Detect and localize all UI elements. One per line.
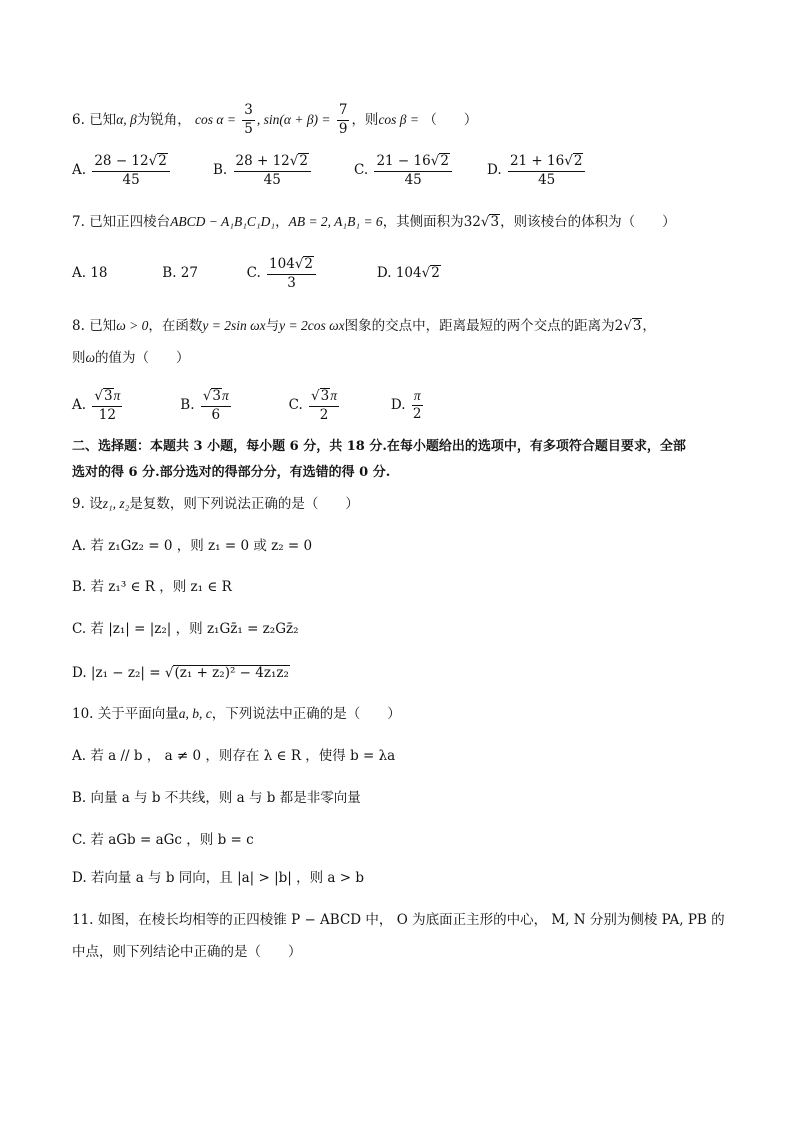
q8-text: 已知 <box>89 318 117 334</box>
q10-vars: a, b, c <box>178 706 212 721</box>
radicand: 3 <box>212 387 222 404</box>
radicand: 2 <box>299 152 308 169</box>
option-label: D. <box>390 397 406 413</box>
frac-num <box>309 388 339 407</box>
option-label: D. <box>487 162 502 178</box>
q7-area-coef: 32 <box>463 214 481 230</box>
radical-sign: √ <box>202 387 212 404</box>
q6-sin-sum: , sin(α + β) = <box>256 112 331 127</box>
q9-vars: z₁, z₂ <box>102 496 130 511</box>
q8-condition: ω > 0 <box>116 318 149 333</box>
frac-den: 5 <box>244 121 253 137</box>
q7-text: ，其侧面积为 <box>382 214 464 230</box>
q7-option-b: B. 27 <box>162 265 198 281</box>
q8-stem-line1 <box>72 314 656 338</box>
q9-text: 设 <box>89 496 103 512</box>
q7-text: 已知正四棱台 <box>89 214 171 230</box>
frac-num <box>92 388 122 407</box>
q6-text: 为锐角， <box>136 112 191 128</box>
q6-paren: （ ） <box>423 112 478 128</box>
q9-option-a: A. 若 z₁Gz₂ = 0 ，则 z₁ = 0 或 z₂ = 0 <box>72 538 313 554</box>
q7-options <box>72 252 441 294</box>
q8-dist-radicand: 3 <box>632 318 642 334</box>
q10-text: ，下列说法中正确的是（ ） <box>211 706 401 722</box>
radical-sign: √ <box>148 152 158 169</box>
frac-num <box>92 153 169 172</box>
option-frac <box>412 388 423 422</box>
q11-text: 如图，在棱长均相等的正四棱锥 P − ABCD 中， O 为底面正主形的中心， M, N 分别为侧棱 PA, PB 的 <box>97 912 725 928</box>
q8-text: 与 <box>265 318 280 334</box>
q6-option-b <box>213 150 313 190</box>
frac-den: 12 <box>98 406 116 423</box>
q6-option-a <box>72 150 172 190</box>
q9-option-c: C. 若 |z₁| = |z₂| ，则 z₁Gz̄₁ = z₂Gz̄₂ <box>72 621 299 637</box>
section-2-heading-line1: 二、选择题：本题共 3 小题，每小题 6 分，共 18 分.在每小题给出的选项中，有多项符合题目要求，全部 <box>72 439 686 454</box>
section-2-heading-line2: 选对的得 6 分.部分选对的得部分分，有选错的得 0 分. <box>72 465 391 480</box>
radical-sign: √ <box>564 152 573 169</box>
q8-text: ， <box>642 318 656 334</box>
frac-num-part: 21 − 16 <box>376 152 431 169</box>
radical-sign: √ <box>289 152 299 169</box>
q8-text: 图象的交点中，距离最短的两个交点的距离为 <box>344 318 615 334</box>
q7-solid: ABCD − A₁B₁C₁D₁ <box>170 214 276 229</box>
frac-num <box>201 388 231 407</box>
q8-stem-line2 <box>72 346 190 370</box>
q8-text: 的值为（ ） <box>95 350 190 366</box>
q8-option-b <box>180 384 284 426</box>
frac-num-part: 28 − 12 <box>94 152 149 169</box>
option-label: C. <box>246 265 261 281</box>
q8-option-c <box>289 384 387 426</box>
q6-ask: cos β = <box>378 112 420 127</box>
radicand: 2 <box>440 152 449 169</box>
radical-sign: √ <box>294 255 304 272</box>
q8-text: ，在函数 <box>148 318 203 334</box>
frac-num <box>267 256 316 275</box>
radical-sign: √ <box>421 265 431 281</box>
option-text: D. |z₁ − z₂| = <box>72 665 161 681</box>
q11-stem-line2: 中点，则下列结论中正确的是（ ） <box>72 944 302 960</box>
q6-stem <box>72 100 477 140</box>
option-frac <box>201 388 231 423</box>
frac-den: 3 <box>287 274 296 291</box>
q7-text: ，则该棱台的体积为（ ） <box>500 214 676 230</box>
frac-num: 3 <box>242 103 255 121</box>
option-frac <box>92 153 169 188</box>
q9-number: 9. <box>72 496 85 512</box>
frac-den: 9 <box>338 121 348 137</box>
q8-function-1: y = 2sin ωx <box>202 318 266 333</box>
option-label: B. <box>213 162 228 178</box>
q9-option-d <box>72 660 290 686</box>
frac-num <box>234 153 311 172</box>
q11-stem-line1 <box>72 908 725 932</box>
frac-num: π <box>412 388 423 406</box>
radical-sign: √ <box>164 665 174 681</box>
pi: π <box>222 387 229 403</box>
q7-text: ， <box>275 214 289 230</box>
frac-den: 45 <box>404 171 422 188</box>
frac-den: 45 <box>538 171 556 188</box>
option-frac <box>234 153 311 188</box>
option-frac <box>309 388 339 423</box>
option-frac <box>508 153 585 188</box>
radicand: 2 <box>431 265 440 281</box>
q8-option-a <box>72 384 176 426</box>
radicand: 2 <box>158 152 167 169</box>
radical-sign: √ <box>430 152 440 169</box>
pi: π <box>330 387 337 403</box>
frac-den: 2 <box>412 406 422 422</box>
q7-option-a: A. 18 <box>72 265 108 281</box>
q7-condition: AB = 2, A₁B₁ = 6 <box>288 214 383 229</box>
q6-option-c <box>354 150 454 190</box>
frac-num <box>508 153 585 172</box>
option-frac <box>267 256 316 291</box>
q8-omega: ω <box>85 350 96 365</box>
q10-number: 10. <box>72 706 94 722</box>
q7-option-c <box>247 252 373 294</box>
radicand: 2 <box>304 255 314 272</box>
frac-den: 45 <box>122 171 140 188</box>
frac-num <box>374 153 451 172</box>
q8-number: 8. <box>72 318 85 334</box>
frac-num: 7 <box>337 103 350 121</box>
frac-den: 45 <box>263 171 281 188</box>
frac-den: 6 <box>211 406 221 423</box>
q7-number: 7. <box>72 214 85 230</box>
frac-den: 2 <box>319 406 329 423</box>
q9-stem <box>72 492 359 516</box>
q6-text: 已知 <box>89 112 117 128</box>
q8-dist-coef: 2 <box>614 318 624 334</box>
q11-number: 11. <box>72 912 94 928</box>
q10-text: 关于平面向量 <box>97 706 179 722</box>
q6-option-d <box>487 150 587 190</box>
radical-sign: √ <box>623 318 632 334</box>
radical-sign: √ <box>480 214 490 230</box>
frac-num-part: 104 <box>269 255 295 272</box>
radicand: 2 <box>573 152 583 169</box>
option-frac <box>374 153 451 188</box>
frac-num-part: 28 + 12 <box>235 152 290 169</box>
radicand: (z₁ + z₂)² − 4z₁z₂ <box>174 665 289 681</box>
q10-option-b: B. 向量 a 与 b 不共线，则 a 与 b 都是非零向量 <box>72 790 361 806</box>
option-label: D. 104 <box>376 265 422 281</box>
option-label: C. <box>288 397 303 413</box>
q9-text: 是复数，则下列说法正确的是（ ） <box>129 496 359 512</box>
q7-area-radicand: 3 <box>490 214 500 230</box>
q6-number: 6. <box>72 112 85 128</box>
frac-num-part: 21 + 16 <box>509 152 565 169</box>
q6-frac-3-5 <box>242 103 255 137</box>
q9-option-b: B. 若 z₁³ ∈ R ，则 z₁ ∈ R <box>72 579 232 595</box>
option-label: A. <box>72 397 87 413</box>
radical-sign: √ <box>311 387 320 404</box>
q8-function-2: y = 2cos ωx <box>279 318 345 333</box>
q7-stem <box>72 210 676 234</box>
q6-cos-alpha: cos α = <box>195 112 236 127</box>
option-label: B. <box>180 397 195 413</box>
radical-sign: √ <box>94 387 103 404</box>
pi: π <box>113 387 121 403</box>
q8-options <box>72 384 425 426</box>
q7-option-d <box>377 252 441 294</box>
q10-stem <box>72 702 401 726</box>
radicand: 3 <box>103 387 113 404</box>
q10-option-d: D. 若向量 a 与 b 同向，且 |a| > |b| ，则 a > b <box>72 870 365 886</box>
option-label: A. <box>72 162 87 178</box>
q6-vars: α, β <box>116 112 137 127</box>
q6-text: ，则 <box>351 112 379 128</box>
option-label: C. <box>354 162 369 178</box>
q8-option-d <box>391 384 425 426</box>
q8-text: 则 <box>72 350 86 366</box>
q10-option-a: A. 若 a // b ， a ≠ 0 ，则存在 λ ∈ R ，使得 b = λa <box>72 748 396 764</box>
q6-frac-7-9 <box>337 103 350 137</box>
option-frac <box>92 388 122 423</box>
radicand: 3 <box>320 387 330 404</box>
q10-option-c: C. 若 aGb = aGc ，则 b = c <box>72 832 254 848</box>
